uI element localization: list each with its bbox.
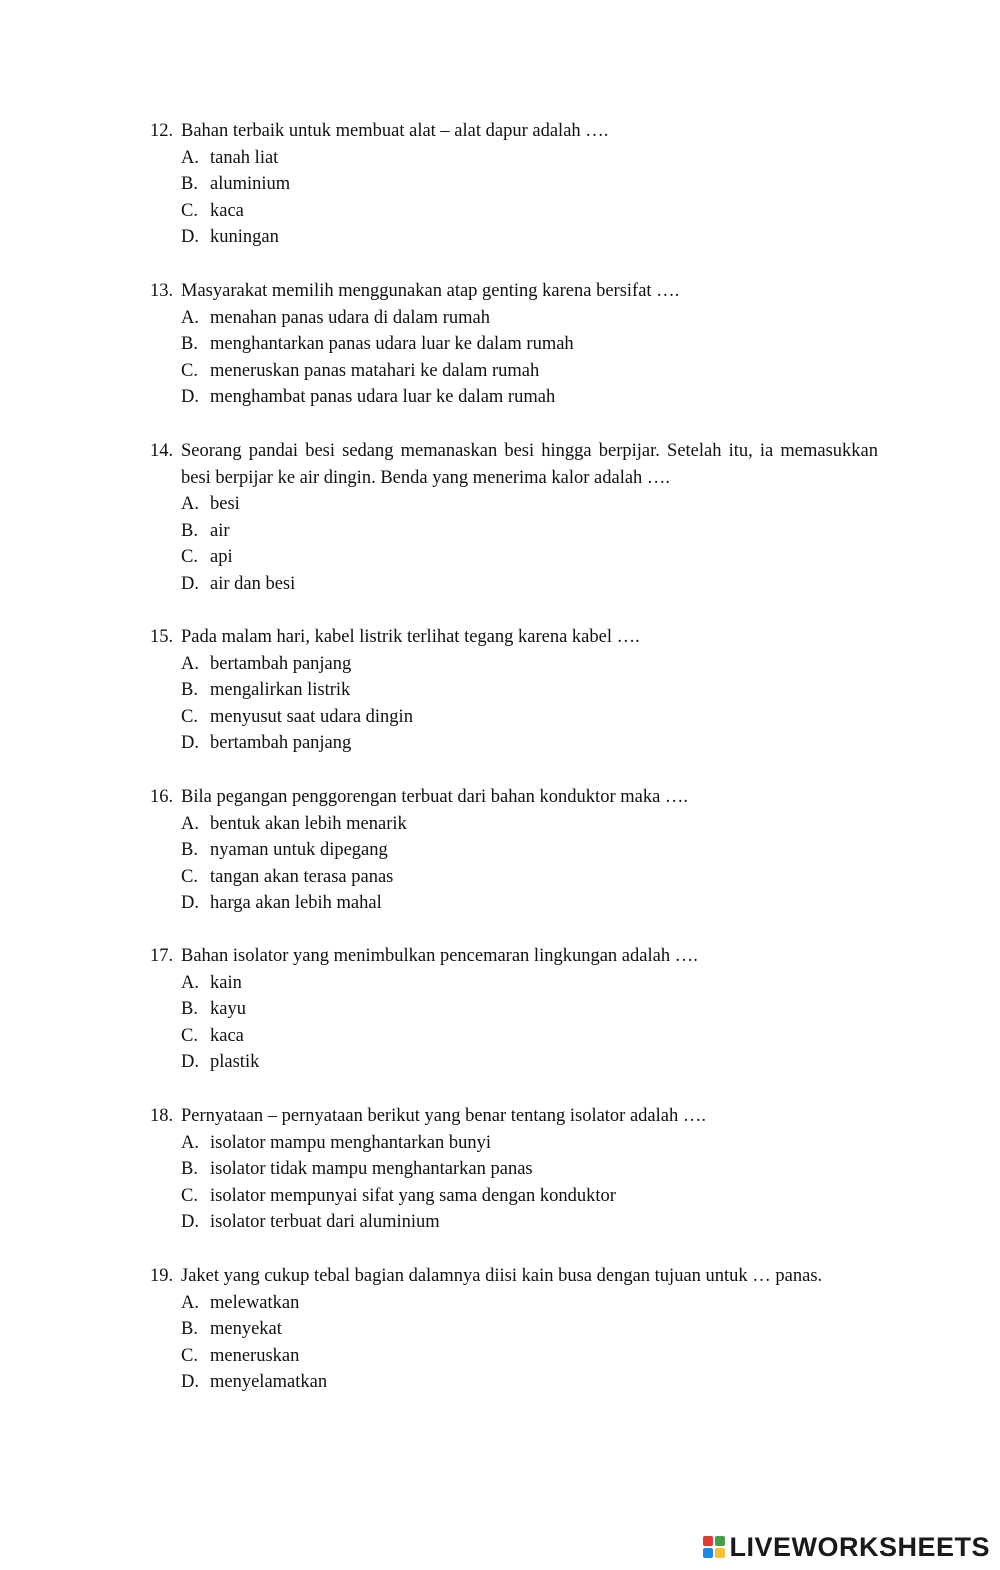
option-text: air dan besi — [210, 573, 296, 594]
option-letter: B. — [181, 520, 198, 541]
option-text: besi — [210, 494, 240, 515]
question-number: 16. — [150, 787, 174, 807]
logo-square-red — [703, 1536, 713, 1546]
option-text: menyusut saat udara dingin — [210, 706, 413, 727]
option-text: meneruskan — [210, 1345, 300, 1366]
liveworksheets-brand — [703, 1530, 990, 1564]
option-a — [181, 145, 878, 172]
option-letter: B. — [181, 680, 198, 701]
option-text: api — [210, 547, 233, 568]
question-number: 18. — [150, 1106, 174, 1126]
option-text: kaca — [210, 1025, 244, 1046]
option-c — [181, 358, 878, 385]
option-text: kuningan — [210, 227, 279, 248]
option-b — [181, 331, 878, 358]
question-number: 13. — [150, 281, 174, 301]
question-15 — [150, 624, 878, 757]
question-stem — [150, 624, 878, 651]
option-text: isolator tidak mampu menghantarkan panas — [210, 1159, 533, 1180]
option-text: menghambat panas udara luar ke dalam rumah — [210, 387, 556, 408]
option-b — [181, 837, 878, 864]
question-13 — [150, 278, 878, 411]
question-number: 19. — [150, 1266, 174, 1286]
option-letter: C. — [181, 1345, 198, 1366]
option-b — [181, 677, 878, 704]
option-text: air — [210, 520, 230, 541]
question-text: Bila pegangan penggorengan terbuat dari bahan konduktor maka …. — [181, 787, 689, 807]
question-text: Bahan terbaik untuk membuat alat – alat dapur adalah …. — [181, 121, 609, 141]
option-d — [181, 571, 878, 598]
question-text: Seorang pandai besi sedang memanaskan besi hingga berpijar. Setelah itu, ia memasukkan besi berpijar ke air dingin. Benda yang menerima kalor adalah …. — [181, 441, 878, 488]
option-letter: C. — [181, 200, 198, 221]
option-letter: A. — [181, 1292, 199, 1313]
option-text: menyekat — [210, 1319, 282, 1340]
option-letter: D. — [181, 733, 199, 754]
option-letter: D. — [181, 1052, 199, 1073]
option-text: menyelamatkan — [210, 1372, 328, 1393]
question-stem — [150, 118, 878, 145]
question-text: Pernyataan – pernyataan berikut yang benar tentang isolator adalah …. — [181, 1106, 706, 1126]
option-letter: A. — [181, 307, 199, 328]
option-d — [181, 1369, 878, 1396]
option-a — [181, 491, 878, 518]
option-letter: A. — [181, 653, 199, 674]
question-stem — [150, 278, 878, 305]
option-d — [181, 1209, 878, 1236]
question-text: Bahan isolator yang menimbulkan pencemaran lingkungan adalah …. — [181, 946, 698, 966]
option-letter: D. — [181, 1372, 199, 1393]
option-letter: C. — [181, 866, 198, 887]
question-18 — [150, 1103, 878, 1236]
option-d — [181, 384, 878, 411]
option-letter: B. — [181, 840, 198, 861]
option-letter: D. — [181, 387, 199, 408]
option-d — [181, 224, 878, 251]
logo-square-blue — [703, 1548, 713, 1558]
option-b — [181, 996, 878, 1023]
option-a — [181, 305, 878, 332]
option-c — [181, 704, 878, 731]
option-d — [181, 890, 878, 917]
question-19 — [150, 1263, 878, 1396]
option-c — [181, 1183, 878, 1210]
option-letter: D. — [181, 1212, 199, 1233]
option-text: kaca — [210, 200, 244, 221]
option-b — [181, 171, 878, 198]
question-text: Pada malam hari, kabel listrik terlihat tegang karena kabel …. — [181, 627, 640, 647]
option-letter: B. — [181, 1159, 198, 1180]
option-letter: B. — [181, 999, 198, 1020]
option-text: nyaman untuk dipegang — [210, 840, 388, 861]
question-17 — [150, 943, 878, 1076]
option-letter: D. — [181, 893, 199, 914]
option-text: bertambah panjang — [210, 733, 352, 754]
option-a — [181, 811, 878, 838]
option-text: bentuk akan lebih menarik — [210, 813, 407, 834]
option-letter: D. — [181, 573, 199, 594]
question-text: Jaket yang cukup tebal bagian dalamnya diisi kain busa dengan tujuan untuk … panas. — [181, 1266, 823, 1286]
option-letter: B. — [181, 1319, 198, 1340]
option-b — [181, 518, 878, 545]
option-text: menghantarkan panas udara luar ke dalam rumah — [210, 334, 574, 355]
question-stem — [150, 1263, 878, 1290]
option-letter: A. — [181, 972, 199, 993]
option-text: meneruskan panas matahari ke dalam rumah — [210, 360, 540, 381]
option-text: kain — [210, 972, 242, 993]
option-text: tangan akan terasa panas — [210, 866, 394, 887]
option-text: isolator mempunyai sifat yang sama dengan konduktor — [210, 1185, 616, 1206]
option-letter: A. — [181, 1132, 199, 1153]
option-c — [181, 1023, 878, 1050]
option-text: isolator terbuat dari aluminium — [210, 1212, 440, 1233]
question-stem — [150, 438, 878, 491]
option-text: melewatkan — [210, 1292, 300, 1313]
logo-square-green — [715, 1536, 725, 1546]
option-a — [181, 970, 878, 997]
option-letter: C. — [181, 1185, 198, 1206]
option-text: mengalirkan listrik — [210, 680, 351, 701]
question-stem — [150, 943, 878, 970]
question-number: 14. — [150, 441, 174, 461]
option-letter: B. — [181, 334, 198, 355]
option-d — [181, 730, 878, 757]
option-a — [181, 1290, 878, 1317]
option-b — [181, 1156, 878, 1183]
option-text: menahan panas udara di dalam rumah — [210, 307, 490, 328]
option-letter: C. — [181, 706, 198, 727]
question-14 — [150, 438, 878, 598]
option-text: aluminium — [210, 174, 291, 195]
option-c — [181, 198, 878, 225]
question-stem — [150, 1103, 878, 1130]
option-c — [181, 864, 878, 891]
question-number: 17. — [150, 946, 174, 966]
option-letter: B. — [181, 174, 198, 195]
question-number: 15. — [150, 627, 174, 647]
option-text: bertambah panjang — [210, 653, 352, 674]
option-text: tanah liat — [210, 147, 279, 168]
option-letter: C. — [181, 547, 198, 568]
option-letter: D. — [181, 227, 199, 248]
option-letter: C. — [181, 360, 198, 381]
option-c — [181, 544, 878, 571]
option-text: plastik — [210, 1052, 260, 1073]
question-stem — [150, 784, 878, 811]
question-number: 12. — [150, 121, 174, 141]
liveworksheets-logo-icon — [703, 1536, 725, 1558]
option-text: isolator mampu menghantarkan bunyi — [210, 1132, 492, 1153]
option-letter: A. — [181, 494, 199, 515]
option-c — [181, 1343, 878, 1370]
question-12 — [150, 118, 878, 251]
option-b — [181, 1316, 878, 1343]
option-a — [181, 1130, 878, 1157]
option-letter: C. — [181, 1025, 198, 1046]
option-text: harga akan lebih mahal — [210, 893, 382, 914]
option-d — [181, 1049, 878, 1076]
option-letter: A. — [181, 147, 199, 168]
question-text: Masyarakat memilih menggunakan atap genting karena bersifat …. — [181, 281, 680, 301]
option-text: kayu — [210, 999, 246, 1020]
option-a — [181, 651, 878, 678]
brand-name: LIVEWORKSHEETS — [729, 1531, 990, 1562]
logo-square-yellow — [715, 1548, 725, 1558]
option-letter: A. — [181, 813, 199, 834]
question-16 — [150, 784, 878, 917]
